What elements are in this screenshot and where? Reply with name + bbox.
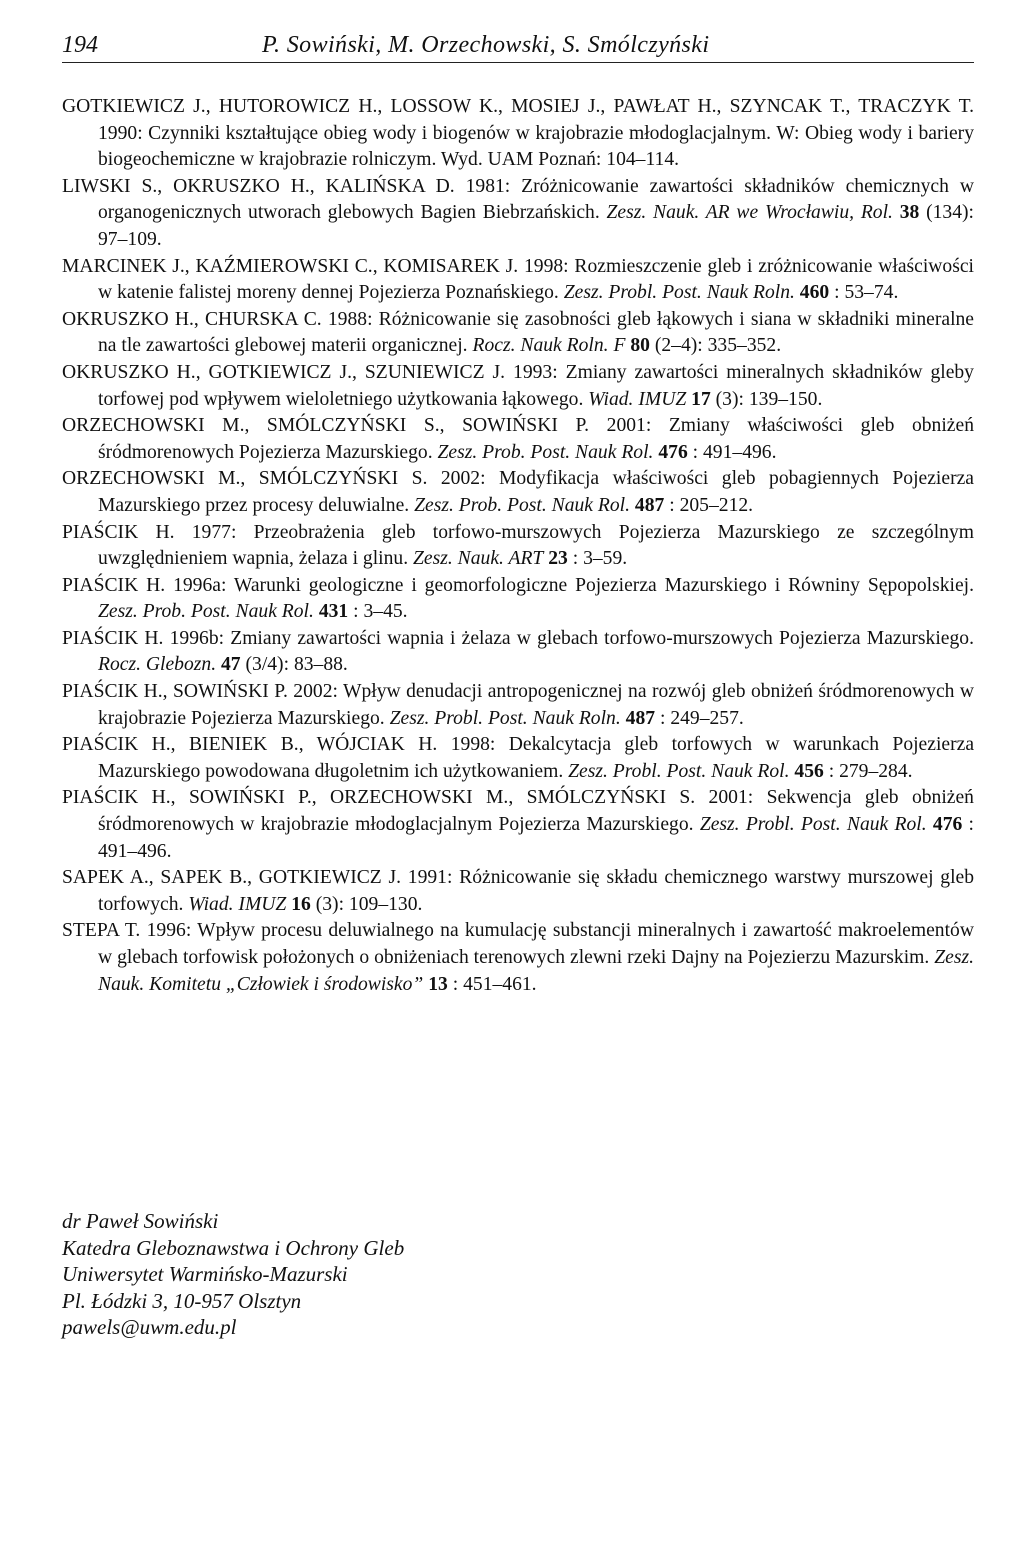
reference-authors: LIWSKI S., OKRUSZKO H., KALIŃSKA D. (62, 175, 455, 197)
author-affiliation (62, 1208, 404, 1341)
reference-volume: 23 (548, 548, 568, 570)
reference-issue: (3/4): (245, 654, 290, 676)
reference-text: 1988: Różnicowanie się zasobności gleb łąkowych i siana w składniki mineralne na tle zawartości glebowej materii organicznej. (98, 308, 975, 357)
reference-list (62, 94, 974, 998)
reference-text: 1991: Różnicowanie się składu chemicznego warstwy murszowej gleb torfowych. (98, 867, 975, 915)
reference-volume: 487 (625, 707, 656, 729)
reference-volume: 431 (318, 601, 349, 623)
reference-authors: OKRUSZKO H., GOTKIEWICZ J., SZUNIEWICZ J. (62, 361, 506, 383)
reference-authors: OKRUSZKO H., CHURSKA C. (62, 308, 322, 330)
reference-authors: SAPEK A., SAPEK B., GOTKIEWICZ J. (62, 867, 402, 889)
reference-authors: STEPA T. (62, 920, 141, 942)
reference-pages: 279–284. (839, 760, 913, 782)
reference-journal: Rocz. Nauk Roln. F (472, 335, 626, 357)
reference-issue: : (828, 760, 835, 782)
reference-journal: Zesz. Probl. Post. Nauk Roln. (389, 707, 621, 729)
author-department: Katedra Gleboznawstwa i Ochrony Gleb (62, 1235, 405, 1260)
reference-issue: (3): (315, 893, 345, 915)
reference-text: 1996b: Zmiany zawartości wapnia i żelaza w glebach torfowo-murszowych Pojezierza Mazurskiego. (169, 627, 974, 649)
reference-journal: Zesz. Probl. Post. Nauk Rol. (568, 760, 790, 782)
reference-text: 2002: Wpływ denudacji antropogenicznej na rozwój gleb obniżeń śródmorenowych w krajobrazie Pojezierza Mazurskiego. (98, 681, 975, 729)
author-university: Uniwersytet Warmińsko-Mazurski (62, 1262, 348, 1287)
reference-pages: 139–150. (748, 388, 823, 410)
reference-issue: : (452, 973, 459, 995)
reference-volume: 476 (658, 441, 688, 463)
reference-journal: Zesz. Nauk. Komitetu „Człowiek i środowisko” (98, 947, 974, 995)
reference-journal: Wiad. IMUZ (188, 893, 287, 915)
reference-pages: 205–212. (679, 494, 754, 516)
reference-volume: 38 (899, 202, 920, 224)
reference-issue: : (572, 548, 579, 570)
page-number: 194 (62, 32, 98, 58)
reference-text: 1981: Zróżnicowanie zawartości składników chemicznych w organogenicznych utworach glebowych Bagien Biebrzańskich. (98, 175, 975, 224)
reference-entry (62, 732, 974, 785)
reference-issue: : (659, 707, 666, 729)
reference-issue: (3): (715, 388, 744, 410)
reference-entry (62, 94, 974, 174)
reference-pages: 83–88. (293, 654, 348, 676)
reference-issue: : (353, 601, 359, 623)
reference-journal: Zesz. Nauk. AR we Wrocławiu, Rol. (606, 202, 893, 224)
reference-issue: : (669, 494, 675, 516)
reference-issue: (2–4): (654, 335, 703, 357)
reference-text: 1996: Wpływ procesu deluwialnego na kumulację substancji mineralnych i zawartość makroelementów w glebach torfowisk położonych o obniżeniach terenowych zlewni rzeki Dajny na Pojezierzu Mazurskim. (98, 920, 974, 968)
reference-entry (62, 360, 974, 413)
reference-text: 1990: Czynniki kształtujące obieg wody i biogenów w krajobrazie młodoglacjalnym. W: Obieg wody i bariery biogeochemiczne w krajobrazie rolniczym. Wyd. UAM Poznań: 104–114. (98, 122, 974, 171)
reference-authors: PIAŚCIK H., BIENIEK B., WÓJCIAK H. (62, 734, 438, 756)
reference-volume: 13 (428, 973, 448, 995)
reference-journal: Zesz. Prob. Post. Nauk Rol. (414, 494, 631, 516)
reference-volume: 460 (799, 282, 830, 304)
reference-journal: Zesz. Probl. Post. Nauk Roln. (563, 282, 795, 304)
reference-authors: PIAŚCIK H. (62, 627, 164, 649)
reference-authors: MARCINEK J., KAŹMIEROWSKI C., KOMISAREK J. (62, 255, 519, 277)
reference-volume: 456 (794, 760, 824, 782)
reference-text: 1993: Zmiany zawartości mineralnych składników gleby torfowej pod wpływem wieloletniego użytkowania łąkowego. (98, 361, 974, 410)
reference-pages: 109–130. (348, 893, 423, 915)
reference-volume: 487 (634, 494, 665, 516)
reference-pages: 97–109. (98, 228, 162, 250)
reference-pages: 335–352. (707, 335, 782, 357)
author-email[interactable]: pawels@uwm.edu.pl (62, 1315, 237, 1340)
reference-authors: PIAŚCIK H. (62, 574, 166, 596)
reference-authors: GOTKIEWICZ J., HUTOROWICZ H., LOSSOW K., MOSIEJ J., PAWŁAT H., SZYNCAK T., TRACZYK T. (62, 96, 974, 117)
reference-text: 1998: Dekalcytacja gleb torfowych w warunkach Pojezierza Mazurskiego powodowana długoletnim ich użytkowaniem. (98, 734, 975, 782)
reference-journal: Zesz. Prob. Post. Nauk Rol. (437, 441, 654, 463)
reference-issue: (134): (926, 202, 974, 224)
reference-authors: ORZECHOWSKI M., SMÓLCZYŃSKI S., SOWIŃSKI P. (62, 415, 590, 437)
reference-text: 2001: Zmiany właściwości gleb obniżeń śródmorenowych Pojezierza Mazurskiego. (98, 415, 974, 463)
reference-volume: 476 (932, 814, 963, 836)
reference-entry (62, 626, 974, 679)
reference-issue: : (968, 814, 974, 836)
reference-issue: : (834, 282, 840, 304)
running-title-authors: P. Sowiński, M. Orzechowski, S. Smólczyński (262, 32, 710, 58)
reference-text: 1996a: Warunki geologiczne i geomorfologiczne Pojezierza Mazurskiego i Równiny Sępopolskiej. (173, 574, 974, 596)
author-address: Pl. Łódzki 3, 10-957 Olsztyn (62, 1288, 302, 1313)
reference-entry (62, 573, 974, 626)
reference-pages: 491–496. (703, 441, 777, 463)
reference-entry (62, 865, 974, 918)
reference-pages: 3–45. (363, 601, 408, 623)
reference-volume: 80 (630, 335, 650, 357)
reference-entry (62, 520, 974, 573)
reference-authors: PIAŚCIK H., SOWIŃSKI P., ORZECHOWSKI M., SMÓLCZYŃSKI S. (62, 787, 696, 809)
reference-text: 1977: Przeobrażenia gleb torfowo-murszowych Pojezierza Mazurskiego ze szczególnym uwzględnieniem wapnia, żelaza i glinu. (98, 521, 974, 570)
reference-entry (62, 679, 974, 732)
reference-volume: 16 (291, 893, 311, 915)
reference-journal: Rocz. Glebozn. (98, 654, 217, 676)
reference-entry (62, 307, 974, 360)
reference-entry (62, 254, 974, 307)
reference-journal: Zesz. Probl. Post. Nauk Rol. (699, 814, 927, 836)
reference-pages: 3–59. (583, 548, 628, 570)
reference-entry (62, 466, 974, 519)
reference-entry (62, 785, 974, 865)
reference-text: 2001: Sekwencja gleb obniżeń śródmorenowych w krajobrazie młodoglacjalnym Pojezierza Mazurskiego. (98, 787, 974, 836)
reference-text: 2002: Modyfikacja właściwości gleb pobagiennych Pojezierza Mazurskiego przez procesy deluwialne. (98, 468, 974, 516)
reference-authors: PIAŚCIK H., SOWIŃSKI P. (62, 681, 288, 703)
reference-entry (62, 413, 974, 466)
reference-authors: PIAŚCIK H. (62, 521, 175, 543)
reference-pages: 53–74. (844, 282, 899, 304)
reference-entry (62, 918, 974, 998)
reference-pages: 491–496. (98, 840, 172, 862)
reference-issue: : (692, 441, 699, 463)
reference-pages: 249–257. (670, 707, 744, 729)
reference-entry (62, 174, 974, 254)
reference-journal: Zesz. Nauk. ART (413, 548, 544, 570)
reference-authors: ORZECHOWSKI M., SMÓLCZYŃSKI S. (62, 468, 428, 490)
reference-volume: 47 (221, 654, 241, 676)
reference-volume: 17 (691, 388, 711, 410)
author-name: dr Paweł Sowiński (62, 1209, 219, 1233)
reference-text: 1998: Rozmieszczenie gleb i zróżnicowanie właściwości w katenie falistej moreny dennej Pojezierza Poznańskiego. (98, 255, 974, 304)
reference-journal: Zesz. Prob. Post. Nauk Rol. (98, 601, 314, 623)
running-header (62, 28, 974, 63)
reference-pages: 451–461. (463, 973, 537, 995)
reference-journal: Wiad. IMUZ (588, 388, 687, 410)
